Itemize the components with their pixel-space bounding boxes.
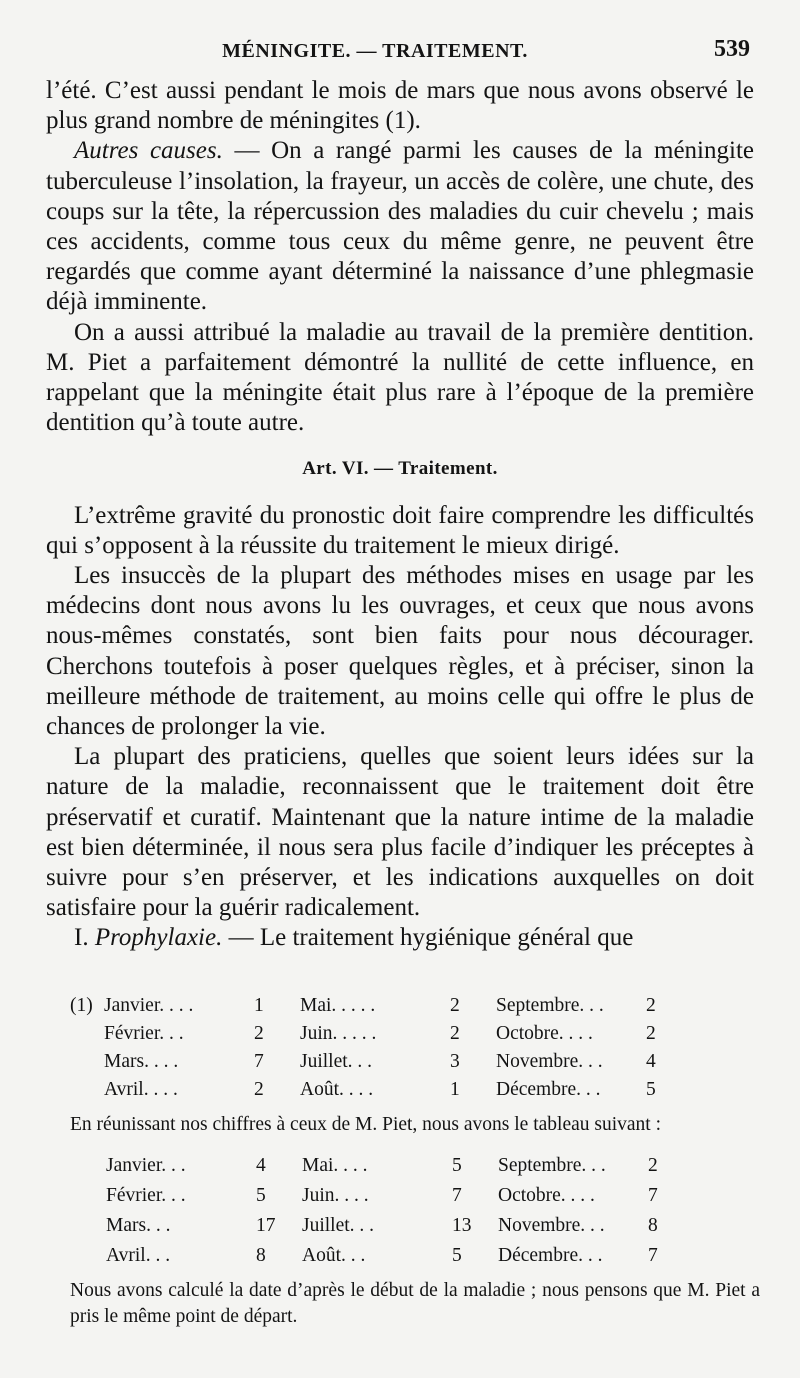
paragraph-insucces: Les insuccès de la plupart des méthodes mises en usage par les médecins dont nous avons lu les ouvrages, et ceux que nous avons nous-mêmes constatés, sont bien faits pour nous décourager. Cherchons toutefois à poser quelques règles, et à préciser, sinon la meilleure méthode de traitement, au moins celle qui offre le plus de chances de prolonger la vie. xyxy=(46,562,754,741)
month-count: 5 xyxy=(646,1079,656,1100)
month-count: 3 xyxy=(450,1051,460,1072)
month-count: 7 xyxy=(648,1245,658,1266)
month-count: 5 xyxy=(452,1245,462,1266)
paragraph-body: — On a rangé parmi les causes de la méningite tuberculeuse l’insolation, la frayeur, un accès de colère, une chute, des coups sur la tête, la répercussion des maladies du cuir chevelu ; mais ces accidents, comme tous ceux du même genre, ne peuvent être regardés que comme ayant déterminé la naissance d’une phlegmasie déjà imminente. xyxy=(46,137,754,316)
footnote-table-1 xyxy=(70,992,692,1104)
paragraph-praticiens: La plupart des praticiens, quelles que soient leurs idées sur la nature de la maladie, reconnaissent que le traitement doit être préservatif et curatif. Maintenant que la nature intime de la maladie est bien déterminée, il nous sera plus facile d’indiquer les préceptes à suivre pour s’en préserver, et les indications auxquelles on doit satisfaire pour la guérir radicalement. xyxy=(46,743,754,922)
table-row xyxy=(70,1048,692,1076)
table-row xyxy=(70,1076,692,1104)
month-label: Novembre. . . xyxy=(498,1215,605,1236)
footnote-table-2 xyxy=(106,1152,694,1272)
section-number: I. xyxy=(74,924,89,952)
month-label: Septembre. . . xyxy=(496,995,604,1016)
paragraph-dentition: On a aussi attribué la maladie au travail de la première dentition. M. Piet a parfaitement démontré la nullité de cette influence, en rappelant que la méningite était plus rare à l’époque de la première dentition qu’à toute autre. xyxy=(46,318,754,437)
table-row xyxy=(106,1182,694,1212)
paragraph-continuation: l’été. C’est aussi pendant le mois de mars que nous avons observé le plus grand nombre de méningites (1). xyxy=(46,77,754,135)
table-row xyxy=(106,1242,694,1272)
footnote-note: En réunissant nos chiffres à ceux de M. Piet, nous avons le tableau suivant : xyxy=(70,1114,662,1135)
paragraph-autres-causes xyxy=(46,136,754,317)
month-label: Octobre. . . . xyxy=(498,1185,595,1206)
section-lead: Prophylaxie. xyxy=(94,924,223,952)
month-label: Juillet. . . xyxy=(300,1051,373,1072)
month-count: 2 xyxy=(450,1023,460,1044)
month-count: 5 xyxy=(452,1155,462,1176)
table-row xyxy=(106,1212,694,1242)
month-label: Février. . . xyxy=(104,1023,184,1044)
month-label: Décembre. . . xyxy=(496,1079,601,1100)
paragraph-prophylaxie xyxy=(46,923,754,953)
month-label: Août. . . xyxy=(302,1245,366,1266)
month-count: 7 xyxy=(648,1185,658,1206)
month-count: 2 xyxy=(254,1079,264,1100)
month-count: 5 xyxy=(256,1185,266,1206)
table-row xyxy=(70,992,692,1020)
month-label: Juin. . . . xyxy=(302,1185,369,1206)
month-label: Août. . . . xyxy=(300,1079,374,1100)
footnote-end-note: Nous avons calculé la date d’après le début de la maladie ; nous pensons que M. Piet a pris le même point de départ. xyxy=(70,1280,760,1327)
month-count: 7 xyxy=(254,1051,264,1072)
month-label: Février. . . xyxy=(106,1185,186,1206)
running-head: MÉNINGITE. — TRAITEMENT. xyxy=(222,40,528,62)
section-body: — Le traitement hygiénique général que xyxy=(222,924,634,952)
page-number: 539 xyxy=(714,36,750,62)
month-label: Mai. . . . . xyxy=(300,995,376,1016)
month-count: 4 xyxy=(646,1051,656,1072)
month-label: Mars. . . xyxy=(106,1215,171,1236)
month-count: 2 xyxy=(254,1023,264,1044)
paragraph-lead: Autres causes. xyxy=(74,137,223,165)
page-header xyxy=(0,34,800,74)
month-count: 7 xyxy=(452,1185,462,1206)
month-count: 2 xyxy=(648,1155,658,1176)
main-text xyxy=(46,76,754,954)
footnote xyxy=(70,992,760,1350)
month-label: Janvier. . . . xyxy=(104,995,194,1016)
month-count: 2 xyxy=(646,1023,656,1044)
month-label: Septembre. . . xyxy=(498,1155,606,1176)
month-count: 17 xyxy=(256,1215,276,1236)
month-label: Mars. . . . xyxy=(104,1051,179,1072)
month-label: Mai. . . . xyxy=(302,1155,368,1176)
month-count: 1 xyxy=(254,995,264,1016)
table-row xyxy=(106,1152,694,1182)
month-label: Décembre. . . xyxy=(498,1245,603,1266)
month-label: Avril. . . . xyxy=(104,1079,178,1100)
month-count: 1 xyxy=(450,1079,460,1100)
month-label: Juillet. . . xyxy=(302,1215,375,1236)
paragraph-gravite: L’extrême gravité du pronostic doit faire comprendre les difficultés qui s’opposent à la réussite du traitement le mieux dirigé. xyxy=(46,501,754,559)
month-count: 4 xyxy=(256,1155,266,1176)
month-label: Janvier. . . xyxy=(106,1155,186,1176)
month-label: Avril. . . xyxy=(106,1245,171,1266)
table-row xyxy=(70,1020,692,1048)
month-count: 2 xyxy=(450,995,460,1016)
month-count: 13 xyxy=(452,1215,472,1236)
month-count: 2 xyxy=(646,995,656,1016)
month-label: Novembre. . . xyxy=(496,1051,603,1072)
month-label: Octobre. . . . xyxy=(496,1023,593,1044)
month-count: 8 xyxy=(256,1245,266,1266)
article-heading: Art. VI. — Traitement. xyxy=(302,458,498,480)
month-count: 8 xyxy=(648,1215,658,1236)
month-label: Juin. . . . . xyxy=(300,1023,377,1044)
footnote-marker: (1) xyxy=(70,995,93,1016)
